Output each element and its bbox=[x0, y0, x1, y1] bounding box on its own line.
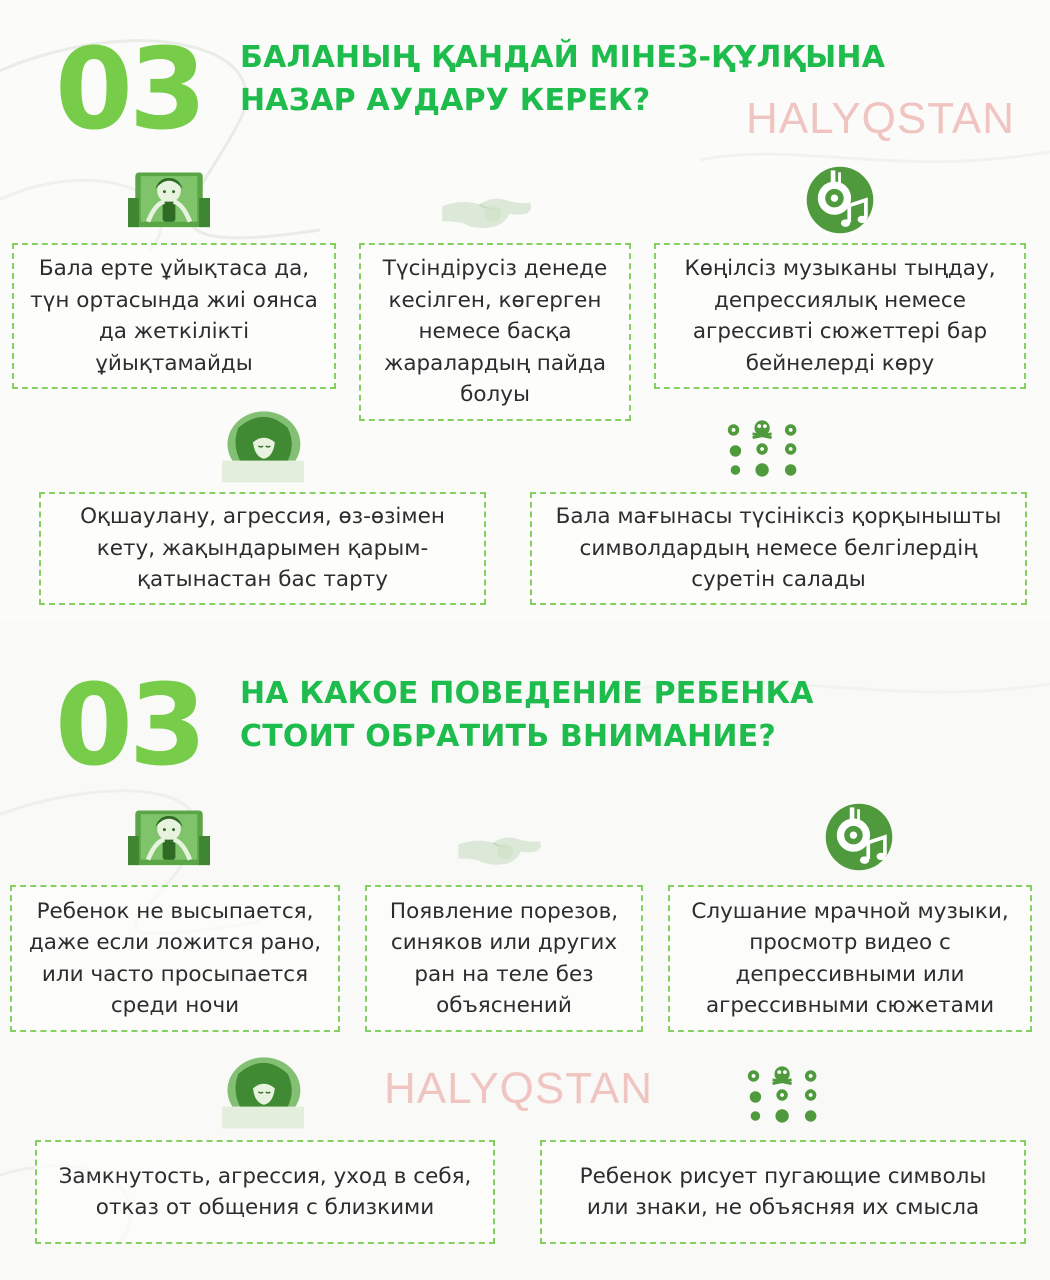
card-line: түн ортасында жиі оянса bbox=[30, 287, 318, 313]
card-line: агрессивными сюжетами bbox=[705, 993, 995, 1018]
isolated-child-icon bbox=[222, 408, 304, 484]
card-line: просмотр видео с bbox=[749, 930, 951, 955]
card-text bbox=[29, 896, 321, 1022]
card-sleep bbox=[10, 885, 340, 1032]
card-line: ран на теле без bbox=[414, 961, 594, 987]
watermark: HALYQSTAN bbox=[746, 94, 1015, 143]
card-line: кету, жақындарымен қарым- bbox=[96, 535, 429, 561]
card-text bbox=[383, 253, 607, 411]
card-text bbox=[59, 1161, 472, 1224]
card-text bbox=[556, 501, 1002, 596]
card-line: Замкнутость, агрессия, уход в себя, bbox=[58, 1163, 472, 1189]
card-line: Оқшаулану, агрессия, өз-өзімен bbox=[80, 504, 445, 530]
card-line: объяснений bbox=[436, 993, 572, 1018]
card-isolation bbox=[39, 492, 486, 605]
sleepless-child-icon bbox=[128, 164, 210, 232]
card-line: Ребенок рисует пугающие символы bbox=[579, 1163, 987, 1189]
card-line: қатынастан бас тарту bbox=[136, 567, 388, 593]
kazakh-panel bbox=[0, 0, 1050, 622]
card-line: жаралардың пайда bbox=[383, 350, 607, 376]
card-line: Бала ерте ұйықтаса да, bbox=[38, 256, 310, 281]
card-text bbox=[684, 253, 995, 379]
card-line: среди ночи bbox=[110, 993, 240, 1018]
russian-panel bbox=[0, 622, 1050, 1280]
card-text bbox=[80, 501, 445, 596]
injured-hand-icon bbox=[456, 822, 544, 874]
card-music bbox=[668, 885, 1032, 1032]
card-drawings bbox=[540, 1140, 1026, 1244]
card-line: кесілген, көгерген bbox=[388, 287, 602, 313]
section-number: 03 bbox=[55, 25, 203, 155]
card-line: депрессивными или bbox=[735, 961, 965, 987]
card-line: бейнелерді көру bbox=[745, 350, 935, 376]
card-line: Түсіндірусіз денеде bbox=[382, 256, 608, 282]
section-title-line: СТОИТ ОБРАТИТЬ ВНИМАНИЕ? bbox=[240, 719, 776, 754]
scary-symbols-icon bbox=[724, 418, 804, 480]
watermark: HALYQSTAN bbox=[384, 1064, 653, 1113]
section-title-line: НА КАКОЕ ПОВЕДЕНИЕ РЕБЕНКА bbox=[240, 676, 814, 711]
section-title-line: НАЗАР АУДАРУ КЕРЕК? bbox=[240, 83, 651, 118]
card-injuries bbox=[365, 885, 643, 1032]
card-line: суретін салады bbox=[691, 567, 866, 593]
sleepless-child-icon bbox=[128, 802, 210, 870]
card-line: немесе басқа bbox=[418, 319, 572, 345]
card-line: Бала мағынасы түсініксіз қорқынышты bbox=[555, 504, 1002, 530]
card-text bbox=[691, 896, 1008, 1022]
card-line: Ребенок не высыпается, bbox=[36, 898, 314, 924]
card-line: Слушание мрачной музыки, bbox=[691, 898, 1009, 924]
card-drawings bbox=[530, 492, 1027, 605]
card-line: или знаки, не объясняя их смысла bbox=[586, 1195, 980, 1220]
card-text bbox=[580, 1161, 987, 1224]
card-line: ұйықтамайды bbox=[95, 350, 253, 376]
music-disc-icon bbox=[803, 163, 877, 237]
card-line: агрессивті сюжеттері бар bbox=[692, 319, 988, 344]
card-text bbox=[390, 896, 618, 1022]
section-number: 03 bbox=[55, 661, 203, 791]
scary-symbols-icon bbox=[744, 1064, 824, 1126]
section-title-line: БАЛАНЫҢ ҚАНДАЙ МІНЕЗ-ҚҰЛҚЫНА bbox=[240, 40, 886, 75]
section-title bbox=[240, 672, 814, 758]
card-line: Появление порезов, bbox=[389, 898, 619, 924]
card-line: даже если ложится рано, bbox=[28, 930, 322, 955]
card-line: символдардың немесе белгілердің bbox=[579, 535, 978, 561]
card-line: болуы bbox=[460, 382, 530, 408]
card-line: синяков или других bbox=[390, 930, 618, 955]
card-text bbox=[30, 253, 318, 379]
card-line: отказ от общения с близкими bbox=[95, 1195, 435, 1220]
card-music bbox=[654, 243, 1026, 389]
card-line: депрессиялық немесе bbox=[714, 287, 966, 313]
card-isolation bbox=[35, 1140, 495, 1244]
card-line: да жеткілікті bbox=[98, 319, 250, 344]
card-sleep bbox=[12, 243, 336, 389]
card-line: или часто просыпается bbox=[41, 961, 309, 987]
isolated-child-icon bbox=[222, 1054, 304, 1130]
music-disc-icon bbox=[822, 800, 896, 874]
card-injuries bbox=[359, 243, 631, 421]
card-line: Көңілсіз музыканы тыңдау, bbox=[684, 256, 996, 281]
injured-hand-icon bbox=[440, 182, 534, 238]
